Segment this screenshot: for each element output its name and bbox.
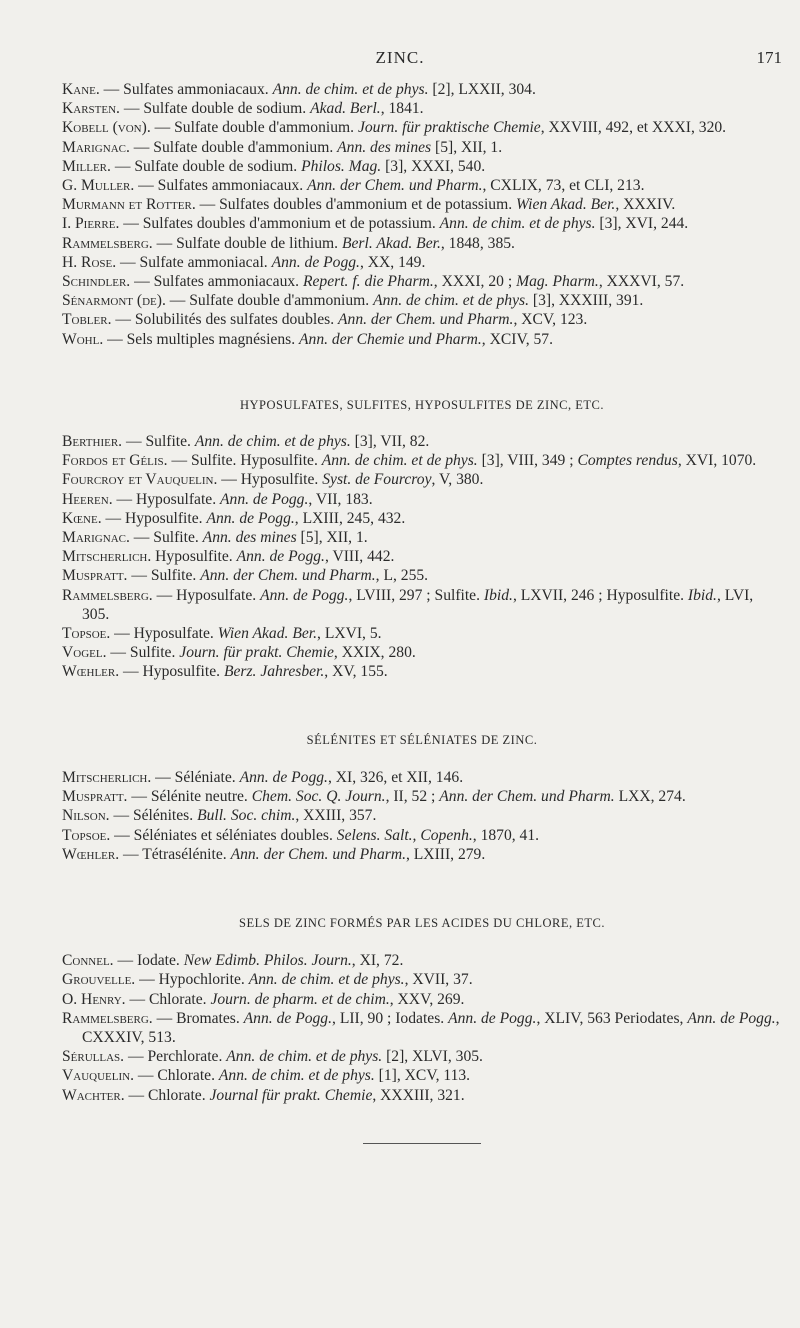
- entry-journal-title: Ibid.: [687, 586, 717, 604]
- bibliography-entry: [62, 1009, 782, 1047]
- entry-journal-title: Journal für prakt. Chemie: [209, 1086, 373, 1104]
- entry-author: Marignac.: [62, 138, 130, 156]
- entry-reference: , XCIV, 57.: [481, 330, 553, 348]
- entry-reference: , CXXXIV, 513.: [82, 1009, 780, 1046]
- entry-author: I. Pierre.: [62, 215, 120, 233]
- entry-author: Mitscherlich.: [62, 768, 152, 786]
- entry-reference: , XV, 155.: [324, 663, 388, 681]
- entry-journal-title: Mag. Pharm.: [516, 273, 599, 291]
- entry-reference: [1], XCV, 113.: [374, 1067, 471, 1085]
- bibliography-entry: [62, 806, 782, 825]
- entry-reference: [2], XLVI, 305.: [382, 1048, 483, 1066]
- bibliography-section: [62, 731, 782, 864]
- bibliography-entry: [62, 509, 782, 528]
- entry-reference: , 1848, 385.: [440, 234, 515, 252]
- entry-text: — Sulfates doubles d'ammonium et de potassium.: [119, 215, 440, 233]
- bibliography-entry: [62, 826, 782, 845]
- bibliography-entry: [62, 432, 782, 451]
- entry-text: — Hyposulfate.: [152, 586, 261, 604]
- entry-text: — Sulfate double d'ammonium.: [165, 292, 374, 310]
- entry-text: — Chlorate.: [124, 1086, 210, 1104]
- bibliography-entry: [62, 80, 782, 99]
- entry-journal-title: Comptes rendus: [577, 452, 678, 470]
- entry-reference: , LXVII, 246 ; Hyposulfite.: [512, 586, 688, 604]
- entry-journal-title: Journ. für praktische Chemie: [357, 119, 541, 137]
- entry-author: Vogel.: [62, 644, 107, 662]
- entry-author: Rammelsberg.: [62, 234, 153, 252]
- entry-reference: , XVII, 37.: [404, 971, 473, 989]
- entry-reference: , LVIII, 297 ; Sulfite.: [348, 586, 484, 604]
- entry-journal-title: Ann. de chim. et de phys.: [218, 1067, 375, 1085]
- entry-reference: [5], XII, 1.: [431, 138, 503, 156]
- entry-journal-title: Ann. der Chem. und Pharm.: [439, 788, 615, 806]
- entry-author: Nilson.: [62, 807, 110, 825]
- entry-reference: [3], XXXI, 540.: [381, 157, 486, 175]
- entry-reference: , V, 380.: [431, 471, 484, 489]
- bibliography-entry: [62, 643, 782, 662]
- bibliography-entry: [62, 99, 782, 118]
- entry-author: Rammelsberg.: [62, 586, 153, 604]
- bibliography-entry: [62, 951, 782, 970]
- bibliography-entry: [62, 586, 782, 624]
- bibliography-entry: [62, 970, 782, 989]
- entry-author: Berthier.: [62, 433, 123, 451]
- entry-author: Kœne.: [62, 509, 102, 527]
- entry-text: — Hyposulfite.: [101, 509, 207, 527]
- entry-journal-title: Ann. de chim. et de phys.: [248, 971, 405, 989]
- entry-journal-title: Ann. de chim. et de phys.: [272, 81, 429, 98]
- entry-journal-title: New Edimb. Philos. Journ.: [183, 952, 352, 970]
- entry-author: Rammelsberg.: [62, 1009, 153, 1027]
- entry-journal-title: Ann. de chim. et de phys.: [321, 452, 478, 470]
- bibliography-entry: [62, 845, 782, 864]
- entry-author: Grouvelle.: [62, 971, 136, 989]
- entry-author: Karsten.: [62, 100, 120, 118]
- entry-author: Sénarmont (de).: [62, 292, 166, 310]
- bibliography-entry: [62, 310, 782, 329]
- entry-journal-title: Ann. der Chem. und Pharm.: [338, 311, 514, 329]
- entry-journal-title: Ann. der Chem. und Pharm.: [230, 845, 406, 863]
- section-heading: SÉLÉNITES ET SÉLÉNIATES DE ZINC.: [306, 732, 538, 747]
- entry-reference: , 1870, 41.: [472, 826, 540, 844]
- bibliography-entry: [62, 330, 782, 349]
- entry-journal-title: Ann. de chim. et de phys.: [373, 292, 529, 310]
- entry-reference: [5], XII, 1.: [296, 529, 368, 547]
- entry-text: — Hyposulfate.: [112, 490, 221, 508]
- entry-reference: , LII, 90 ; Iodates.: [332, 1009, 449, 1027]
- entry-journal-title: Ann. des mines: [202, 529, 297, 547]
- entry-text: — Hyposulfite.: [119, 663, 224, 681]
- entry-text: — Sulfate ammoniacal.: [116, 253, 272, 271]
- entry-author: Murmann et Rotter.: [62, 196, 196, 214]
- entry-reference: , LXIII, 279.: [405, 845, 486, 863]
- entry-reference: [3], VII, 82.: [350, 433, 430, 451]
- entry-author: Topsoe.: [62, 625, 111, 643]
- bibliography-entry: [62, 528, 782, 547]
- entry-text: — Sulfate double d'ammonium.: [129, 138, 338, 156]
- entry-journal-title: Ann. des mines: [337, 138, 432, 156]
- entry-journal-title: Journ. für prakt. Chemie: [179, 644, 334, 662]
- bibliography-entry: [62, 1086, 782, 1105]
- entry-author: Kobell (von).: [62, 119, 151, 137]
- bibliography-entry: [62, 253, 782, 272]
- entry-reference: , XVI, 1070.: [677, 452, 757, 470]
- entry-text: — Sulfite.: [106, 644, 180, 662]
- entry-author: Heeren.: [62, 490, 113, 508]
- entry-reference: , XXIII, 357.: [295, 807, 377, 825]
- entry-text: — Sélénites.: [109, 807, 198, 825]
- entry-journal-title: Ann. der Chem. und Pharm.: [200, 567, 376, 585]
- bibliography-entry: [62, 990, 782, 1009]
- bibliography-entry: [62, 490, 782, 509]
- bibliography-entry: [62, 768, 782, 787]
- entry-reference: , XI, 326, et XII, 146.: [327, 768, 464, 786]
- entry-text: — Sulfate double d'ammonium.: [150, 119, 358, 137]
- bibliography-entry: [62, 138, 782, 157]
- entry-author: Mitscherlich.: [62, 548, 152, 566]
- entry-reference: , LXVI, 5.: [317, 625, 382, 643]
- entry-reference: [3], XXXIII, 391.: [529, 292, 644, 310]
- entry-reference: , VII, 183.: [308, 490, 373, 508]
- entry-text: — Tétrasélénite.: [119, 845, 231, 863]
- entry-author: Sérullas.: [62, 1048, 125, 1066]
- entry-text: — Sulfates doubles d'ammonium et de potassium.: [195, 196, 517, 214]
- entry-text: — Bromates.: [152, 1009, 244, 1027]
- entry-author: Kane.: [62, 81, 100, 98]
- bibliography-entry: [62, 234, 782, 253]
- entry-reference: , XXV, 269.: [389, 990, 465, 1008]
- bibliography-entry: [62, 547, 782, 566]
- entry-journal-title: Ann. de Pogg.: [220, 490, 309, 508]
- entry-reference: , LXIII, 245, 432.: [294, 509, 406, 527]
- entry-reference: , XI, 72.: [351, 952, 404, 970]
- entry-reference: , LVI, 305.: [82, 586, 754, 623]
- entry-journal-title: Ann. de Pogg.: [260, 586, 349, 604]
- entry-text: — Perchlorate.: [124, 1048, 227, 1066]
- entry-reference: , XX, 149.: [359, 253, 426, 271]
- entry-text: — Chlorate.: [125, 990, 211, 1008]
- entry-journal-title: Ann. de Pogg.: [271, 253, 360, 271]
- entry-author: Wœhler.: [62, 845, 120, 863]
- entry-journal-title: Ann. de Pogg.: [448, 1009, 537, 1027]
- entry-journal-title: Repert. f. die Pharm.: [302, 273, 434, 291]
- entry-text: — Sulfate double de lithium.: [152, 234, 342, 252]
- bibliography-entry: [62, 624, 782, 643]
- entry-journal-title: Wien Akad. Ber.: [516, 196, 616, 214]
- entry-text: — Chlorate.: [133, 1067, 219, 1085]
- section-heading: HYPOSULFATES, SULFITES, HYPOSULFITES DE ZINC, ETC.: [239, 397, 605, 412]
- entry-reference: LXX, 274.: [614, 788, 686, 806]
- entry-text: — Sulfite.: [122, 433, 195, 451]
- entry-text: Hyposulfite.: [151, 548, 237, 566]
- entry-text: — Sulfates ammoniacaux.: [130, 273, 303, 291]
- entry-journal-title: Ann. de Pogg.: [236, 548, 325, 566]
- entry-text: — Sulfite. Hyposulfite.: [167, 452, 322, 470]
- bibliography-entry: [62, 157, 782, 176]
- bibliography-entry: [62, 214, 782, 233]
- entry-journal-title: Berl. Akad. Ber.: [341, 234, 441, 252]
- entry-journal-title: Ann. der Chem. und Pharm.: [307, 177, 483, 195]
- entry-text: — Sélénite neutre.: [127, 788, 252, 806]
- entry-reference: , XXXVI, 57.: [598, 273, 685, 291]
- entry-reference: , XCV, 123.: [513, 311, 588, 329]
- entry-author: Schindler.: [62, 273, 131, 291]
- entry-reference: , II, 52 ;: [385, 788, 440, 806]
- entry-author: Wohl.: [62, 330, 104, 348]
- bibliography-entry: [62, 272, 782, 291]
- bibliography-section: [62, 914, 782, 1105]
- entry-reference: [3], VIII, 349 ;: [477, 452, 578, 470]
- entry-journal-title: Akad. Berl.: [310, 100, 381, 118]
- entry-author: Fourcroy et Vauquelin.: [62, 471, 218, 489]
- entry-text: — Solubilités des sulfates doubles.: [111, 311, 339, 329]
- entry-text: — Hypochlorite.: [135, 971, 249, 989]
- entry-journal-title: Ann. de chim. et de phys.: [439, 215, 596, 233]
- entry-journal-title: Ibid.: [483, 586, 513, 604]
- entry-journal-title: Syst. de Fourcroy: [322, 471, 432, 489]
- entry-journal-title: Chem. Soc. Q. Journ.: [251, 788, 386, 806]
- entry-author: Wœhler.: [62, 663, 120, 681]
- entry-reference: , XXXIII, 321.: [372, 1086, 465, 1104]
- bibliography-section: [62, 80, 782, 349]
- entry-text: — Sulfates ammoniacaux.: [99, 81, 273, 98]
- bibliography-entry: [62, 291, 782, 310]
- entry-journal-title: Journ. de pharm. et de chim.: [210, 990, 390, 1008]
- entry-text: — Sulfates ammoniacaux.: [134, 177, 308, 195]
- entry-reference: , XXVIII, 492, et XXXI, 320.: [540, 119, 727, 137]
- entry-author: Tobler.: [62, 311, 112, 329]
- entry-journal-title: Ann. de chim. et de phys.: [226, 1048, 383, 1066]
- entry-author: Fordos et Gélis.: [62, 452, 168, 470]
- entry-reference: [2], LXXII, 304.: [428, 81, 536, 98]
- entry-journal-title: Ann. de Pogg.: [243, 1009, 333, 1027]
- bibliography-entry: [62, 1047, 782, 1066]
- entry-author: O. Henry.: [62, 990, 126, 1008]
- entry-author: Marignac.: [62, 529, 130, 547]
- entry-author: G. Muller.: [62, 177, 135, 195]
- entry-author: Muspratt.: [62, 788, 128, 806]
- entry-reference: , XXXI, 20 ;: [433, 273, 517, 291]
- entry-text: — Sulfate double de sodium.: [110, 157, 302, 175]
- entry-text: — Sulfite.: [129, 529, 203, 547]
- page-number: 171: [756, 48, 782, 67]
- entry-journal-title: Ann. de Pogg.: [206, 509, 295, 527]
- entry-author: Topsoe.: [62, 826, 111, 844]
- entry-author: Vauquelin.: [62, 1067, 134, 1085]
- entry-journal-title: Bull. Soc. chim.: [197, 807, 296, 825]
- entry-journal-title: Philos. Mag.: [301, 157, 382, 175]
- entry-author: Miller.: [62, 157, 111, 175]
- entry-journal-title: Ann. de Pogg.: [687, 1009, 776, 1027]
- entry-journal-title: Ann. de chim. et de phys.: [194, 433, 351, 451]
- bibliography-entry: [62, 470, 782, 489]
- entry-text: — Sulfate double de sodium.: [119, 100, 311, 118]
- bibliography-entry: [62, 662, 782, 681]
- entry-reference: , XXXIV.: [615, 196, 676, 214]
- entry-reference: , VIII, 442.: [324, 548, 395, 566]
- entry-journal-title: Selens. Salt., Copenh.: [336, 826, 473, 844]
- entry-author: Muspratt.: [62, 567, 128, 585]
- entry-author: Connel.: [62, 952, 114, 970]
- entry-reference: , L, 255.: [375, 567, 429, 585]
- entry-journal-title: Berz. Jahresber.: [223, 663, 325, 681]
- entry-text: — Hyposulfite.: [217, 471, 323, 489]
- bibliography-entry: [62, 787, 782, 806]
- entry-reference: , 1841.: [380, 100, 424, 118]
- entry-reference: , XXIX, 280.: [333, 644, 416, 662]
- entry-text: — Sulfite.: [127, 567, 201, 585]
- bibliography-section: [62, 396, 782, 682]
- entry-reference: [3], XVI, 244.: [595, 215, 689, 233]
- end-rule: [363, 1143, 481, 1144]
- entry-reference: , CXLIX, 73, et CLI, 213.: [482, 177, 645, 195]
- bibliography-body: [62, 80, 782, 1144]
- bibliography-entry: [62, 1066, 782, 1085]
- bibliography-entry: [62, 176, 782, 195]
- section-heading: SELS DE ZINC FORMÉS PAR LES ACIDES DU CHLORE, ETC.: [239, 915, 605, 930]
- entry-text: — Séléniates et séléniates doubles.: [110, 826, 337, 844]
- entry-author: Wachter.: [62, 1086, 125, 1104]
- entry-text: — Iodate.: [113, 952, 184, 970]
- entry-author: H. Rose.: [62, 253, 117, 271]
- entry-reference: , XLIV, 563 Periodates,: [536, 1009, 688, 1027]
- bibliography-entry: [62, 451, 782, 470]
- bibliography-entry: [62, 118, 782, 137]
- running-header: ZINC.: [375, 48, 425, 67]
- entry-journal-title: Ann. der Chemie und Pharm.: [299, 330, 482, 348]
- entry-journal-title: Ann. de Pogg.: [239, 768, 328, 786]
- bibliography-entry: [62, 195, 782, 214]
- entry-journal-title: Wien Akad. Ber.: [217, 625, 318, 643]
- entry-text: — Séléniate.: [151, 768, 240, 786]
- bibliography-entry: [62, 566, 782, 585]
- entry-text: — Sels multiples magnésiens.: [103, 330, 300, 348]
- entry-text: — Hyposulfate.: [110, 625, 218, 643]
